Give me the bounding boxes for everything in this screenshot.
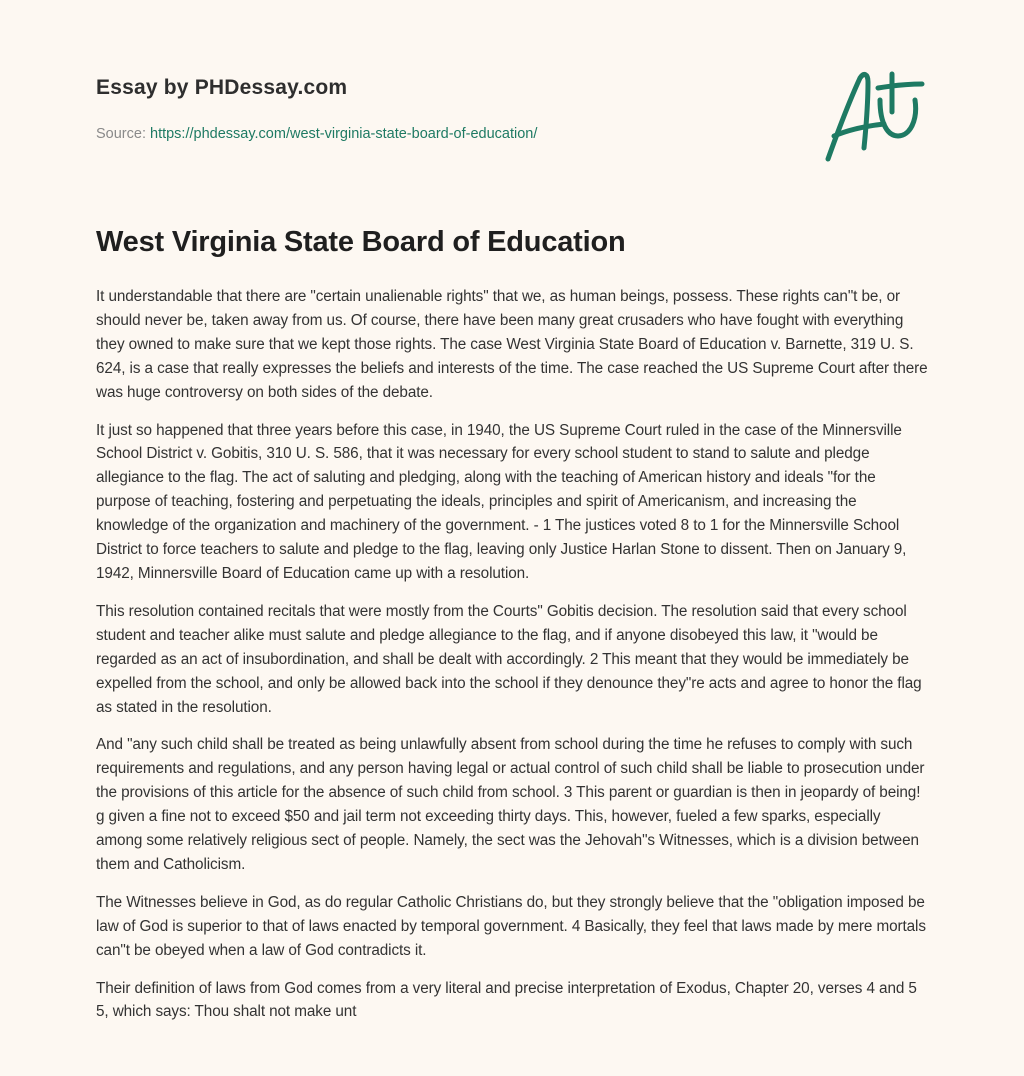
source-line: [96, 126, 796, 142]
paragraph: And "any such child shall be treated as being unlawfully absent from school during the time he refuses to comply with such requirements and regulations, and any person having legal or actual control of such child shall be liable to prosecution under the provisions of this article for the absence of such child from school. 3 This parent or guardian is then in jeopardy of being! g given a fine not to exceed $50 and jail term not exceeding thirty days. This, however, fueled a few sparks, especially among some relatively religious sect of people. Namely, the sect was the Jehovah"s Witnesses, which is a division between them and Catholicism.: [96, 736, 925, 873]
a-plus-logo-icon: [822, 66, 928, 166]
essay-body: [96, 285, 930, 1038]
site-title: Essay by PHDessay.com: [96, 76, 348, 99]
header: [96, 76, 796, 142]
essay-title: West Virginia State Board of Education: [96, 226, 626, 258]
paragraph: This resolution contained recitals that were mostly from the Courts" Gobitis decision. The resolution said that every school student and teacher alike must salute and pledge allegiance to the flag, and if anyone disobeyed this law, it "would be regarded as an act of insubordination, and shall be dealt with accordingly. 2 This meant that they would be immediately be expelled from the school, and only be allowed back into the school if they denounce they"re acts and agree to honor the flag as stated in the resolution.: [96, 602, 922, 716]
source-link[interactable]: https://phdessay.com/west-virginia-state-board-of-education/: [150, 126, 538, 142]
paragraph: It just so happened that three years before this case, in 1940, the US Supreme Court ruled in the case of the Minnersville School District v. Gobitis, 310 U. S. 586, that it was necessary for every school student to stand to salute and pledge allegiance to the flag. The act of saluting and pledging, along with the teaching of American history and ideals "for the purpose of teaching, fostering and perpetuating the ideals, principles and spirit of Americanism, and increasing the knowledge of the organization and machinery of the government. - 1 The justices voted 8 to 1 for the Minnersville School District to force teachers to salute and pledge to the flag, leaving only Justice Harlan Stone to dissent. Then on January 9, 1942, Minnersville Board of Education came up with a resolution.: [96, 421, 907, 582]
source-label: Source:: [96, 126, 150, 142]
paragraph: The Witnesses believe in God, as do regular Catholic Christians do, but they strongly believe that the "obligation imposed be law of God is superior to that of laws enacted by temporal government. 4 Basically, they feel that laws made by mere mortals can"t be obeyed when a law of God contradicts it.: [96, 893, 926, 959]
paragraph: It understandable that there are "certain unalienable rights" that we, as human beings, possess. These rights can"t be, or should never be, taken away from us. Of course, there have been many great crusaders who have fought with everything they owned to make sure that we kept those rights. The case West Virginia State Board of Education v. Barnette, 319 U. S. 624, is a case that really expresses the beliefs and interests of the time. The case reached the US Supreme Court after there was huge controversy on both sides of the debate.: [96, 288, 928, 401]
paragraph: Their definition of laws from God comes from a very literal and precise interpretation of Exodus, Chapter 20, verses 4 and 5 5, which says: Thou shalt not make unt: [96, 979, 917, 1021]
